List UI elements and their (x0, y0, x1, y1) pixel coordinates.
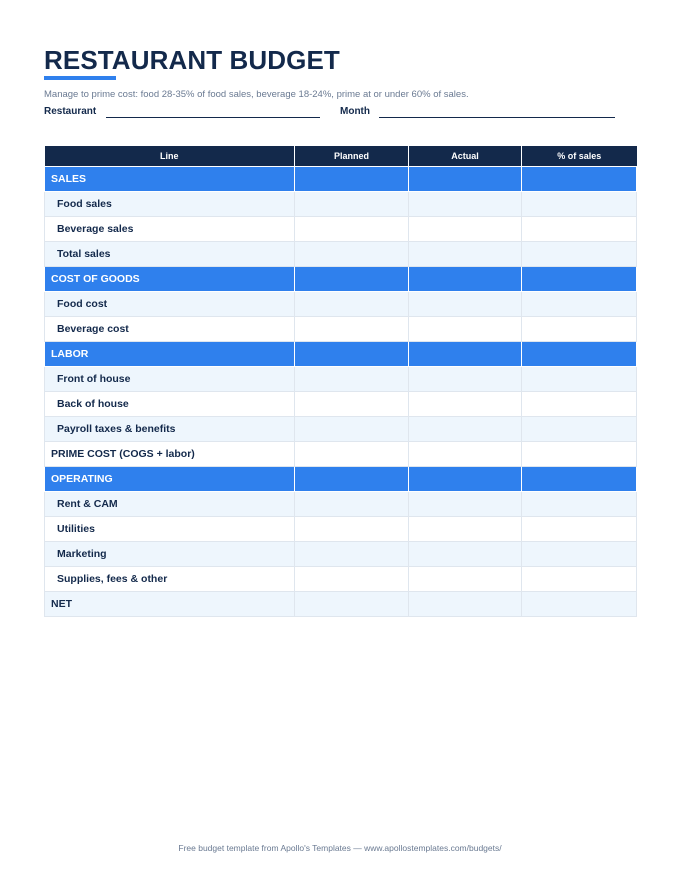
actual-cell[interactable] (409, 517, 522, 542)
restaurant-field[interactable] (106, 117, 320, 118)
percent-of-sales-cell[interactable] (522, 492, 637, 517)
row-label: Front of house (45, 367, 295, 392)
percent-of-sales-cell[interactable] (522, 442, 637, 467)
page-title: RESTAURANT BUDGET (44, 45, 340, 75)
percent-of-sales-cell[interactable] (522, 292, 637, 317)
column-header-actual: Actual (409, 146, 522, 167)
actual-cell[interactable] (409, 442, 522, 467)
planned-cell[interactable] (295, 242, 409, 267)
row-label: Payroll taxes & benefits (45, 417, 295, 442)
percent-of-sales-cell (522, 342, 637, 367)
actual-cell[interactable] (409, 592, 522, 617)
percent-of-sales-cell[interactable] (522, 242, 637, 267)
row-label: Utilities (45, 517, 295, 542)
table-row (45, 517, 637, 542)
percent-of-sales-cell (522, 167, 637, 192)
row-label: Beverage sales (45, 217, 295, 242)
row-label: PRIME COST (COGS + labor) (45, 442, 295, 467)
percent-of-sales-cell (522, 267, 637, 292)
summary-row (45, 442, 637, 467)
table-row (45, 317, 637, 342)
percent-of-sales-cell[interactable] (522, 367, 637, 392)
planned-cell (295, 467, 409, 492)
row-label: Rent & CAM (45, 492, 295, 517)
planned-cell[interactable] (295, 442, 409, 467)
percent-of-sales-cell[interactable] (522, 392, 637, 417)
actual-cell (409, 267, 522, 292)
planned-cell[interactable] (295, 292, 409, 317)
row-label: Back of house (45, 392, 295, 417)
row-label: Total sales (45, 242, 295, 267)
page-subtitle: Manage to prime cost: food 28-35% of food sales, beverage 18-24%, prime at or under 60% of sales. (44, 89, 469, 100)
percent-of-sales-cell[interactable] (522, 217, 637, 242)
percent-of-sales-cell[interactable] (522, 417, 637, 442)
table-row (45, 192, 637, 217)
row-label: LABOR (45, 342, 295, 367)
actual-cell[interactable] (409, 367, 522, 392)
planned-cell (295, 267, 409, 292)
actual-cell[interactable] (409, 317, 522, 342)
restaurant-label: Restaurant (44, 106, 97, 117)
row-label: COST OF GOODS (45, 267, 295, 292)
row-label: Beverage cost (45, 317, 295, 342)
planned-cell[interactable] (295, 417, 409, 442)
section-header-row (45, 467, 637, 492)
budget-table (44, 146, 637, 617)
actual-cell[interactable] (409, 192, 522, 217)
row-label: Food cost (45, 292, 295, 317)
actual-cell[interactable] (409, 417, 522, 442)
planned-cell[interactable] (295, 517, 409, 542)
actual-cell[interactable] (409, 542, 522, 567)
planned-cell[interactable] (295, 492, 409, 517)
table-row (45, 292, 637, 317)
percent-of-sales-cell[interactable] (522, 567, 637, 592)
planned-cell[interactable] (295, 317, 409, 342)
percent-of-sales-cell[interactable] (522, 592, 637, 617)
planned-cell (295, 342, 409, 367)
actual-cell (409, 342, 522, 367)
footer-credit: Free budget template from Apollo's Templates — www.apollostemplates.com/budgets/ (178, 843, 502, 853)
percent-of-sales-cell[interactable] (522, 517, 637, 542)
column-header-line: Line (45, 146, 295, 167)
title-underline (44, 76, 116, 80)
section-header-row (45, 342, 637, 367)
planned-cell[interactable] (295, 542, 409, 567)
row-label: Supplies, fees & other (45, 567, 295, 592)
row-label: NET (45, 592, 295, 617)
percent-of-sales-cell (522, 467, 637, 492)
planned-cell[interactable] (295, 217, 409, 242)
row-label: SALES (45, 167, 295, 192)
table-header-row (45, 146, 637, 167)
month-field[interactable] (379, 117, 615, 118)
actual-cell[interactable] (409, 567, 522, 592)
section-header-row (45, 167, 637, 192)
table-row (45, 217, 637, 242)
planned-cell[interactable] (295, 567, 409, 592)
table-row (45, 492, 637, 517)
actual-cell[interactable] (409, 217, 522, 242)
actual-cell (409, 467, 522, 492)
percent-of-sales-cell[interactable] (522, 542, 637, 567)
month-label: Month (340, 106, 370, 117)
summary-row (45, 592, 637, 617)
percent-of-sales-cell[interactable] (522, 317, 637, 342)
budget-table-body (45, 167, 637, 617)
table-row (45, 417, 637, 442)
actual-cell[interactable] (409, 492, 522, 517)
actual-cell[interactable] (409, 392, 522, 417)
percent-of-sales-cell[interactable] (522, 192, 637, 217)
planned-cell[interactable] (295, 367, 409, 392)
planned-cell (295, 167, 409, 192)
actual-cell (409, 167, 522, 192)
row-label: OPERATING (45, 467, 295, 492)
row-label: Marketing (45, 542, 295, 567)
table-row (45, 367, 637, 392)
table-row (45, 542, 637, 567)
actual-cell[interactable] (409, 242, 522, 267)
table-row (45, 392, 637, 417)
actual-cell[interactable] (409, 292, 522, 317)
planned-cell[interactable] (295, 192, 409, 217)
planned-cell[interactable] (295, 392, 409, 417)
table-row (45, 567, 637, 592)
table-row (45, 242, 637, 267)
section-header-row (45, 267, 637, 292)
planned-cell[interactable] (295, 592, 409, 617)
row-label: Food sales (45, 192, 295, 217)
column-header-planned: Planned (295, 146, 409, 167)
column-header-percent-of-sales: % of sales (522, 146, 637, 167)
